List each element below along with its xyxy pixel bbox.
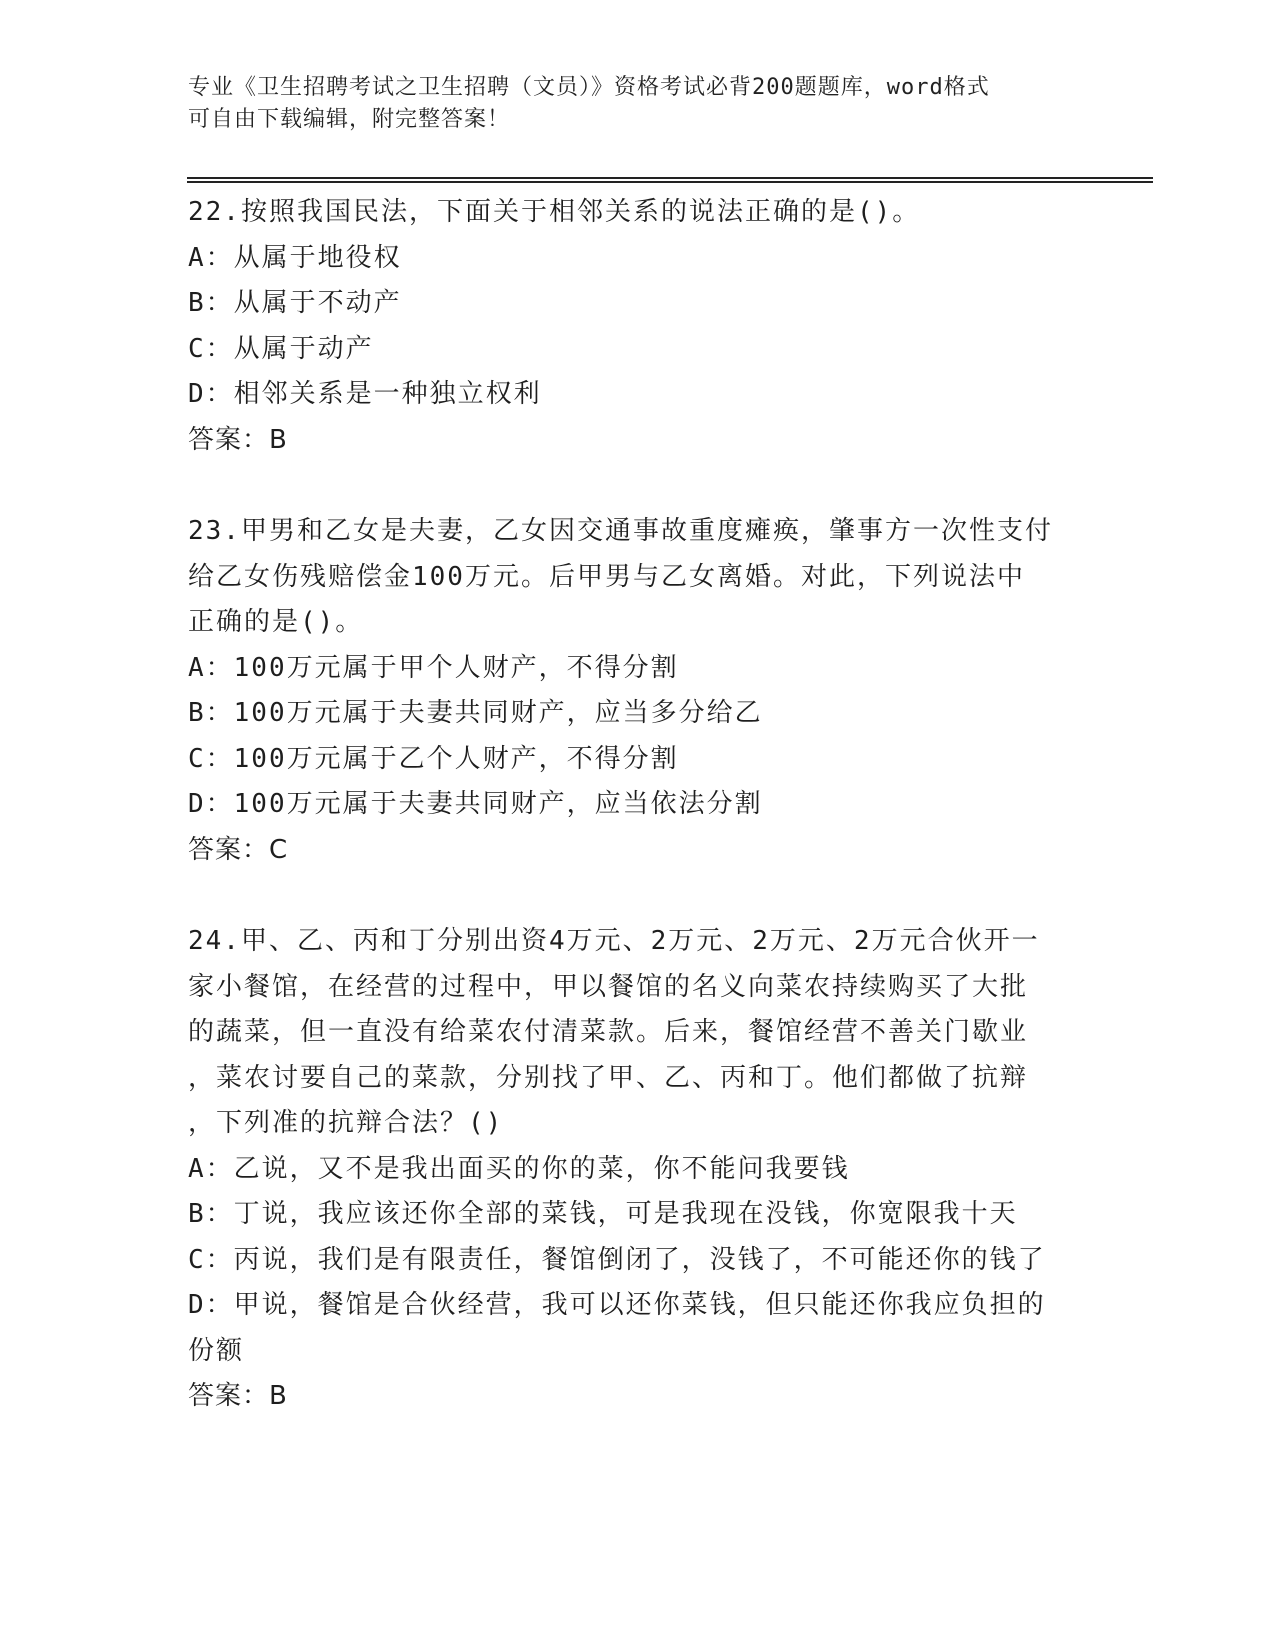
question-stem: 24.甲、乙、丙和丁分别出资4万元、2万元、2万元、2万元合伙开一 [188, 926, 1040, 956]
question-gap [188, 463, 1088, 509]
header-line: 专业《卫生招聘考试之卫生招聘（文员）》资格考试必背200题题库，word格式 [188, 75, 990, 100]
question-23 [188, 509, 1088, 873]
question-24 [188, 919, 1088, 1420]
question-stem: 正确的是()。 [188, 607, 364, 637]
option-d-continued: 份额 [188, 1335, 245, 1366]
option-a: A：从属于地役权 [188, 242, 402, 273]
question-list [188, 190, 1088, 1420]
question-stem: ，下列准的抗辩合法？() [188, 1108, 504, 1138]
option-b: B：从属于不动产 [188, 288, 402, 318]
question-stem: 22.按照我国民法，下面关于相邻关系的说法正确的是()。 [188, 197, 921, 227]
header-divider [187, 177, 1153, 183]
question-stem: ，菜农讨要自己的菜款，分别找了甲、乙、丙和丁。他们都做了抗辩 [188, 1062, 1029, 1093]
option-c: C：丙说，我们是有限责任，餐馆倒闭了，没钱了，不可能还你的钱了 [188, 1244, 1046, 1275]
answer: 答案：B [188, 1381, 288, 1411]
answer: 答案：B [188, 424, 288, 455]
option-c: C：100万元属于乙个人财产，不得分割 [188, 743, 679, 774]
option-c: C：从属于动产 [188, 333, 374, 364]
question-stem: 23.甲男和乙女是夫妻，乙女因交通事故重度瘫痪，肇事方一次性支付 [188, 516, 1053, 546]
question-gap [188, 873, 1088, 919]
option-b: B：100万元属于夫妻共同财产，应当多分给乙 [188, 698, 763, 728]
option-d: D：相邻关系是一种独立权利 [188, 379, 542, 409]
question-stem: 的蔬菜，但一直没有给菜农付清菜款。后来，餐馆经营不善关门歇业 [188, 1017, 1029, 1047]
question-stem: 家小餐馆，在经营的过程中，甲以餐馆的名义向菜农持续购买了大批 [188, 971, 1029, 1002]
header-line: 可自由下载编辑，附完整答案！ [188, 107, 511, 132]
option-d: D：甲说，餐馆是合伙经营，我可以还你菜钱，但只能还你我应负担的 [188, 1290, 1046, 1320]
option-a: A：乙说，又不是我出面买的你的菜，你不能问我要钱 [188, 1153, 850, 1184]
question-22 [188, 190, 1088, 463]
option-a: A：100万元属于甲个人财产，不得分割 [188, 652, 679, 683]
answer: 答案：C [188, 834, 289, 865]
option-b: B：丁说，我应该还你全部的菜钱，可是我现在没钱，你宽限我十天 [188, 1199, 1018, 1229]
question-stem: 给乙女伤残赔偿金100万元。后甲男与乙女离婚。对此，下列说法中 [188, 561, 1025, 592]
option-d: D：100万元属于夫妻共同财产，应当依法分割 [188, 789, 763, 819]
document-header [188, 72, 1068, 136]
